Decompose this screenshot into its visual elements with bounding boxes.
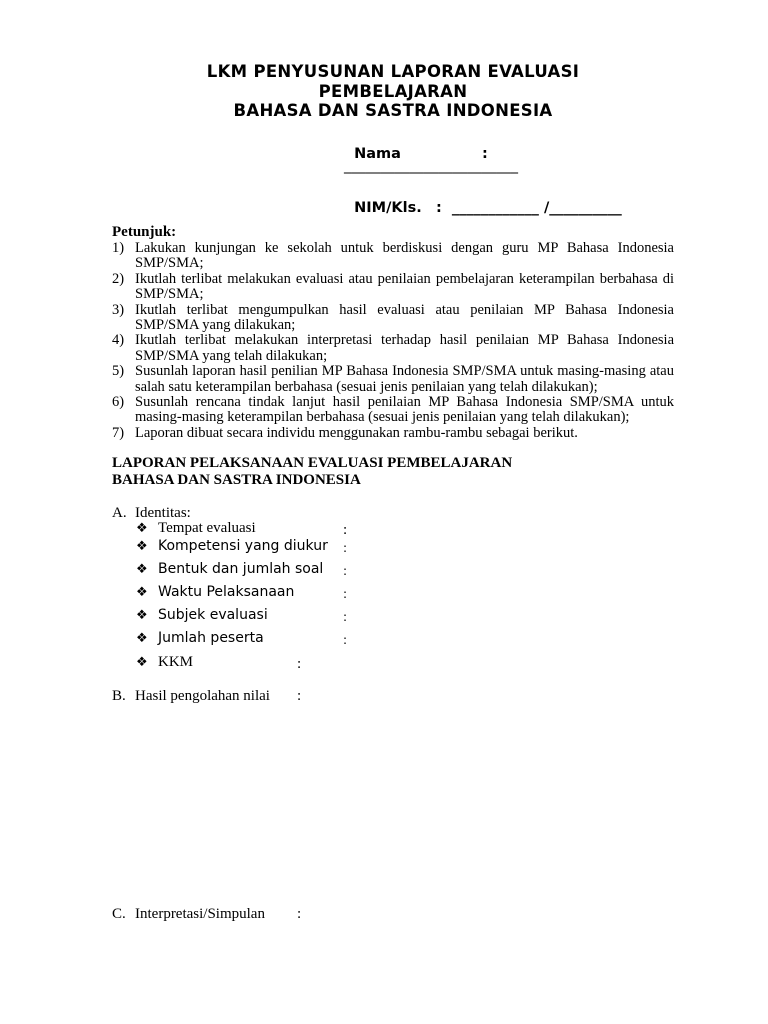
nim-label: NIM/Kls. xyxy=(354,200,422,216)
document-title xyxy=(112,62,674,121)
section-c-label: Interpretasi/Simpulan xyxy=(135,906,265,922)
section-b-heading xyxy=(112,688,270,705)
step-number: 4) xyxy=(112,332,125,349)
title-line-1: LKM PENYUSUNAN LAPORAN EVALUASI xyxy=(206,62,580,81)
identitas-item-colon: : xyxy=(343,633,348,647)
step-number: 6) xyxy=(112,394,125,411)
petunjuk-step xyxy=(112,333,674,364)
step-text: Ikutlah terlibat melakukan evaluasi atau penilaian pembelajaran keterampilan berbahasa di SMP/SMA; xyxy=(135,270,674,303)
nim-value: : ____________ /__________ xyxy=(436,200,622,216)
step-text: Susunlah laporan hasil penilian MP Bahasa Indonesia SMP/SMA untuk masing-masing atau salah satu keterampilan berbahasa (sesuai jenis penilaian yang telah dilakukan); xyxy=(135,363,674,395)
petunjuk-list xyxy=(112,241,674,441)
step-text: Susunlah rencana tindak lanjut hasil penilaian MP Bahasa Indonesia SMP/SMA untuk masing-masing keterampilan berbahasa (sesuai jenis penilaian yang telah dilakukan); xyxy=(135,394,674,426)
title-line-2: PEMBELAJARAN xyxy=(318,81,468,101)
identitas-item-colon: : xyxy=(343,587,348,601)
step-text: Laporan dibuat secara individu menggunakan rambu-rambu sebagai berikut. xyxy=(135,424,578,441)
petunjuk-heading: Petunjuk: xyxy=(112,224,177,240)
step-text: Ikutlah terlibat melakukan interpretasi terhadap hasil penilaian MP Bahasa Indonesia SMP/SMA yang telah dilakukan; xyxy=(135,332,674,364)
petunjuk-step xyxy=(112,426,674,441)
section-c-heading xyxy=(112,906,265,923)
step-number: 3) xyxy=(112,301,125,318)
diamond-bullet-icon: ❖ xyxy=(136,655,148,670)
identitas-item xyxy=(136,654,193,671)
petunjuk-step xyxy=(112,241,674,272)
step-text: Lakukan kunjungan ke sekolah untuk berdiskusi dengan guru MP Bahasa Indonesia SMP/SMA; xyxy=(135,240,674,272)
diamond-bullet-icon: ❖ xyxy=(136,631,148,646)
diamond-bullet-icon: ❖ xyxy=(136,521,148,536)
step-number: 2) xyxy=(112,270,125,287)
identitas-item-label: Subjek evaluasi xyxy=(158,607,268,623)
section-b-label: Hasil pengolahan nilai xyxy=(135,688,270,704)
diamond-bullet-icon: ❖ xyxy=(136,585,148,600)
section-c-colon: : xyxy=(297,906,302,922)
section-a-letter: A. xyxy=(112,505,127,521)
identitas-item-colon: : xyxy=(297,656,302,672)
section-b-letter: B. xyxy=(112,688,126,704)
nama-blank-line: ________________________ xyxy=(344,158,518,174)
report-title-line-1: LAPORAN PELAKSANAAN EVALUASI PEMBELAJARAN xyxy=(112,455,513,471)
report-title xyxy=(112,455,512,488)
diamond-bullet-icon: ❖ xyxy=(136,608,148,623)
identitas-item-label: Bentuk dan jumlah soal xyxy=(158,561,324,577)
step-text: Ikutlah terlibat mengumpulkan hasil evaluasi atau penilaian MP Bahasa Indonesia SMP/SMA yang dilakukan; xyxy=(135,301,674,334)
step-number: 7) xyxy=(112,424,125,441)
title-line-3: BAHASA DAN SASTRA INDONESIA xyxy=(233,101,553,120)
identitas-item xyxy=(136,630,264,646)
diamond-bullet-icon: ❖ xyxy=(136,562,148,577)
petunjuk-step xyxy=(112,395,674,426)
identitas-item xyxy=(136,607,268,623)
identitas-item-colon: : xyxy=(343,564,348,578)
identitas-item xyxy=(136,561,323,577)
identitas-item-label: Tempat evaluasi xyxy=(158,520,256,536)
identitas-item-label: Jumlah peserta xyxy=(158,630,264,646)
step-number: 1) xyxy=(112,240,125,256)
petunjuk-step xyxy=(112,364,674,395)
section-c-letter: C. xyxy=(112,906,126,922)
identitas-item-colon: : xyxy=(343,610,348,624)
petunjuk-step xyxy=(112,272,674,303)
identitas-item xyxy=(136,538,328,554)
petunjuk-step xyxy=(112,303,674,334)
identitas-item-label: KKM xyxy=(158,654,194,670)
identitas-item-colon: : xyxy=(343,522,348,538)
identitas-item xyxy=(136,520,256,537)
nama-label: Nama xyxy=(354,146,401,162)
identitas-item-label: Kompetensi yang diukur xyxy=(158,538,328,554)
section-b-colon: : xyxy=(297,688,302,704)
report-title-line-2: BAHASA DAN SASTRA INDONESIA xyxy=(112,471,361,488)
nim-field xyxy=(344,184,622,216)
identitas-item xyxy=(136,584,294,600)
step-number: 5) xyxy=(112,363,125,380)
nama-colon: : xyxy=(482,146,488,162)
identitas-item-label: Waktu Pelaksanaan xyxy=(158,584,295,600)
section-a-label: Identitas: xyxy=(135,505,191,521)
identitas-item-colon: : xyxy=(343,541,348,555)
diamond-bullet-icon: ❖ xyxy=(136,539,148,554)
